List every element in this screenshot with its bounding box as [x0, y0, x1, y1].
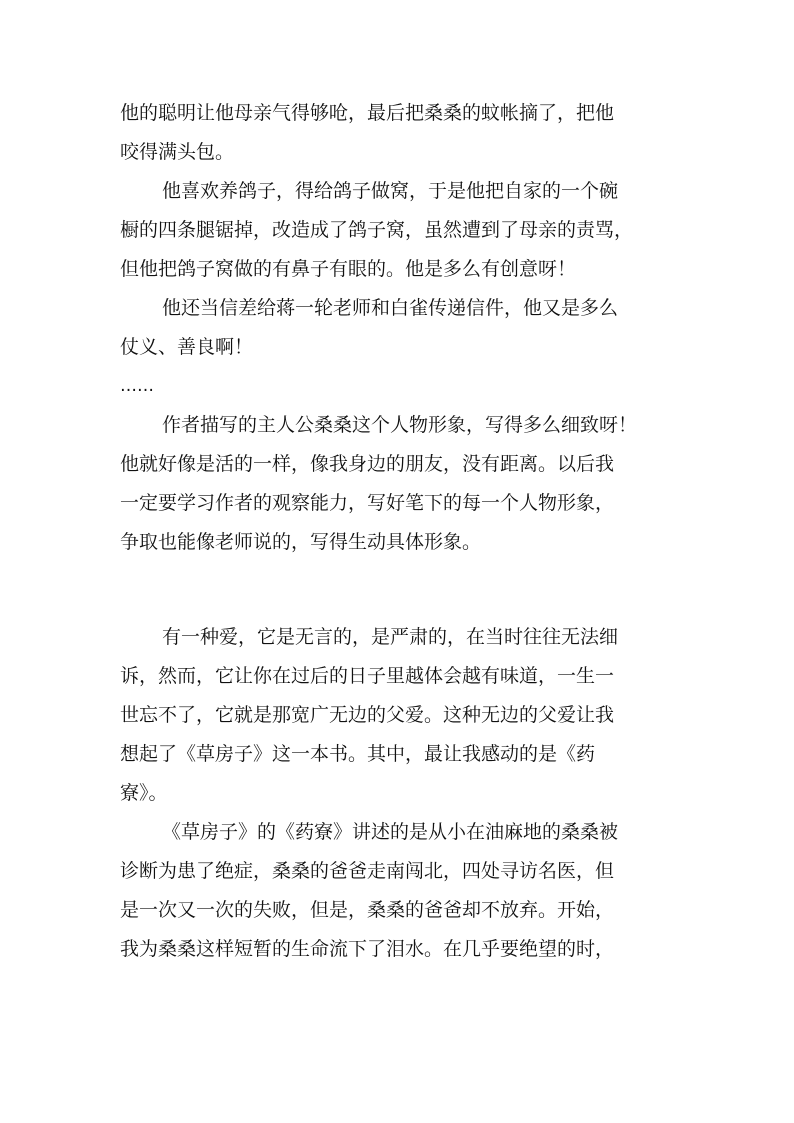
text-line: 诊断为患了绝症，桑桑的爸爸走南闯北，四处寻访名医，但 [120, 860, 615, 882]
text-line: 橱的四条腿锯掉，改造成了鸽子窝，虽然遭到了母亲的责骂， [120, 219, 634, 241]
document-body [120, 94, 680, 969]
text-line: 是一次又一次的失败，但是，桑桑的爸爸却不放弃。开始， [120, 899, 615, 921]
text-line: 诉，然而，它让你在过后的日子里越体会越有味道，一生一 [120, 665, 615, 687]
section-gap [120, 562, 680, 618]
text-line: 世忘不了，它就是那宽广无边的父爱。这种无边的父爱让我 [120, 704, 615, 726]
text-line: 仗义、善良啊！ [120, 336, 254, 358]
paragraph-start: 他喜欢养鸽子，得给鸽子做窝，于是他把自家的一个碗 [162, 180, 619, 202]
text-line: 我为桑桑这样短暂的生命流下了泪水。在几乎要绝望的时， [120, 938, 615, 960]
text-line: 咬得满头包。 [120, 141, 235, 163]
text-line: 想起了《草房子》这一本书。其中，最让我感动的是《药 [120, 743, 596, 765]
text-line: 寮》。 [120, 782, 168, 804]
paragraph-start: 他还当信差给蒋一轮老师和白雀传递信件，他又是多么 [162, 297, 619, 319]
text-line: 但他把鸽子窝做的有鼻子有眼的。他是多么有创意呀！ [120, 258, 577, 280]
text-line: 一定要学习作者的观察能力，写好笔下的每一个人物形象， [120, 492, 615, 514]
paragraph-start: 《草房子》的《药寮》讲述的是从小在油麻地的桑桑被 [162, 821, 619, 843]
paragraph-start: 有一种爱，它是无言的，是严肃的，在当时往往无法细 [162, 626, 619, 648]
text-line: 争取也能像老师说的，写得生动具体形象。 [120, 531, 482, 553]
ellipsis-line: …… [120, 376, 154, 396]
text-line: 他的聪明让他母亲气得够呛，最后把桑桑的蚊帐摘了，把他 [120, 102, 615, 124]
paragraph-start: 作者描写的主人公桑桑这个人物形象，写得多么细致呀！ [162, 414, 638, 436]
text-line: 他就好像是活的一样，像我身边的朋友，没有距离。以后我 [120, 453, 615, 475]
